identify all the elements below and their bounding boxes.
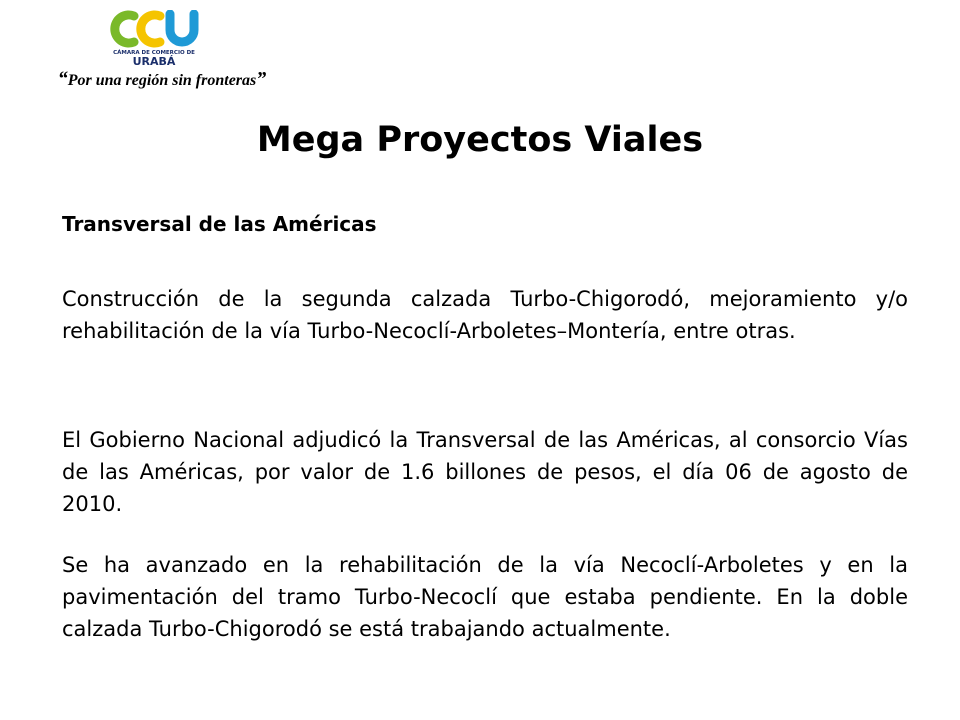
logo-org-name: CÁMARA DE COMERCIO DE bbox=[113, 50, 195, 56]
ccu-logo-graphic bbox=[104, 10, 204, 68]
slide-title: Mega Proyectos Viales bbox=[256, 120, 704, 160]
tagline-text: Por una región sin fronteras bbox=[67, 72, 257, 89]
tagline-close-quote: ” bbox=[256, 68, 267, 90]
tagline-open-quote: “ bbox=[57, 68, 68, 90]
paragraph-progress: Se ha avanzado en la rehabilitación de la vía Necoclí-Arboletes y en la pavimentación del tramo Turbo-Necoclí que estaba pendiente. En la doble calzada Turbo-Chigorodó se está trabajando actualmente. bbox=[62, 553, 908, 641]
paragraph-construction: Construcción de la segunda calzada Turbo-Chigorodó, mejoramiento y/o rehabilitación de la vía Turbo-Necoclí-Arboletes–Montería, entre otras. bbox=[62, 287, 908, 343]
ccu-logo bbox=[104, 10, 204, 68]
slide-subtitle: Transversal de las Américas bbox=[62, 212, 377, 236]
paragraph-adjudication: El Gobierno Nacional adjudicó la Transversal de las Américas, al consorcio Vías de las Américas, por valor de 1.6 billones de pesos, el día 06 de agosto de 2010. bbox=[62, 428, 908, 516]
logo-region: URABÁ bbox=[132, 55, 176, 68]
tagline bbox=[20, 68, 304, 91]
